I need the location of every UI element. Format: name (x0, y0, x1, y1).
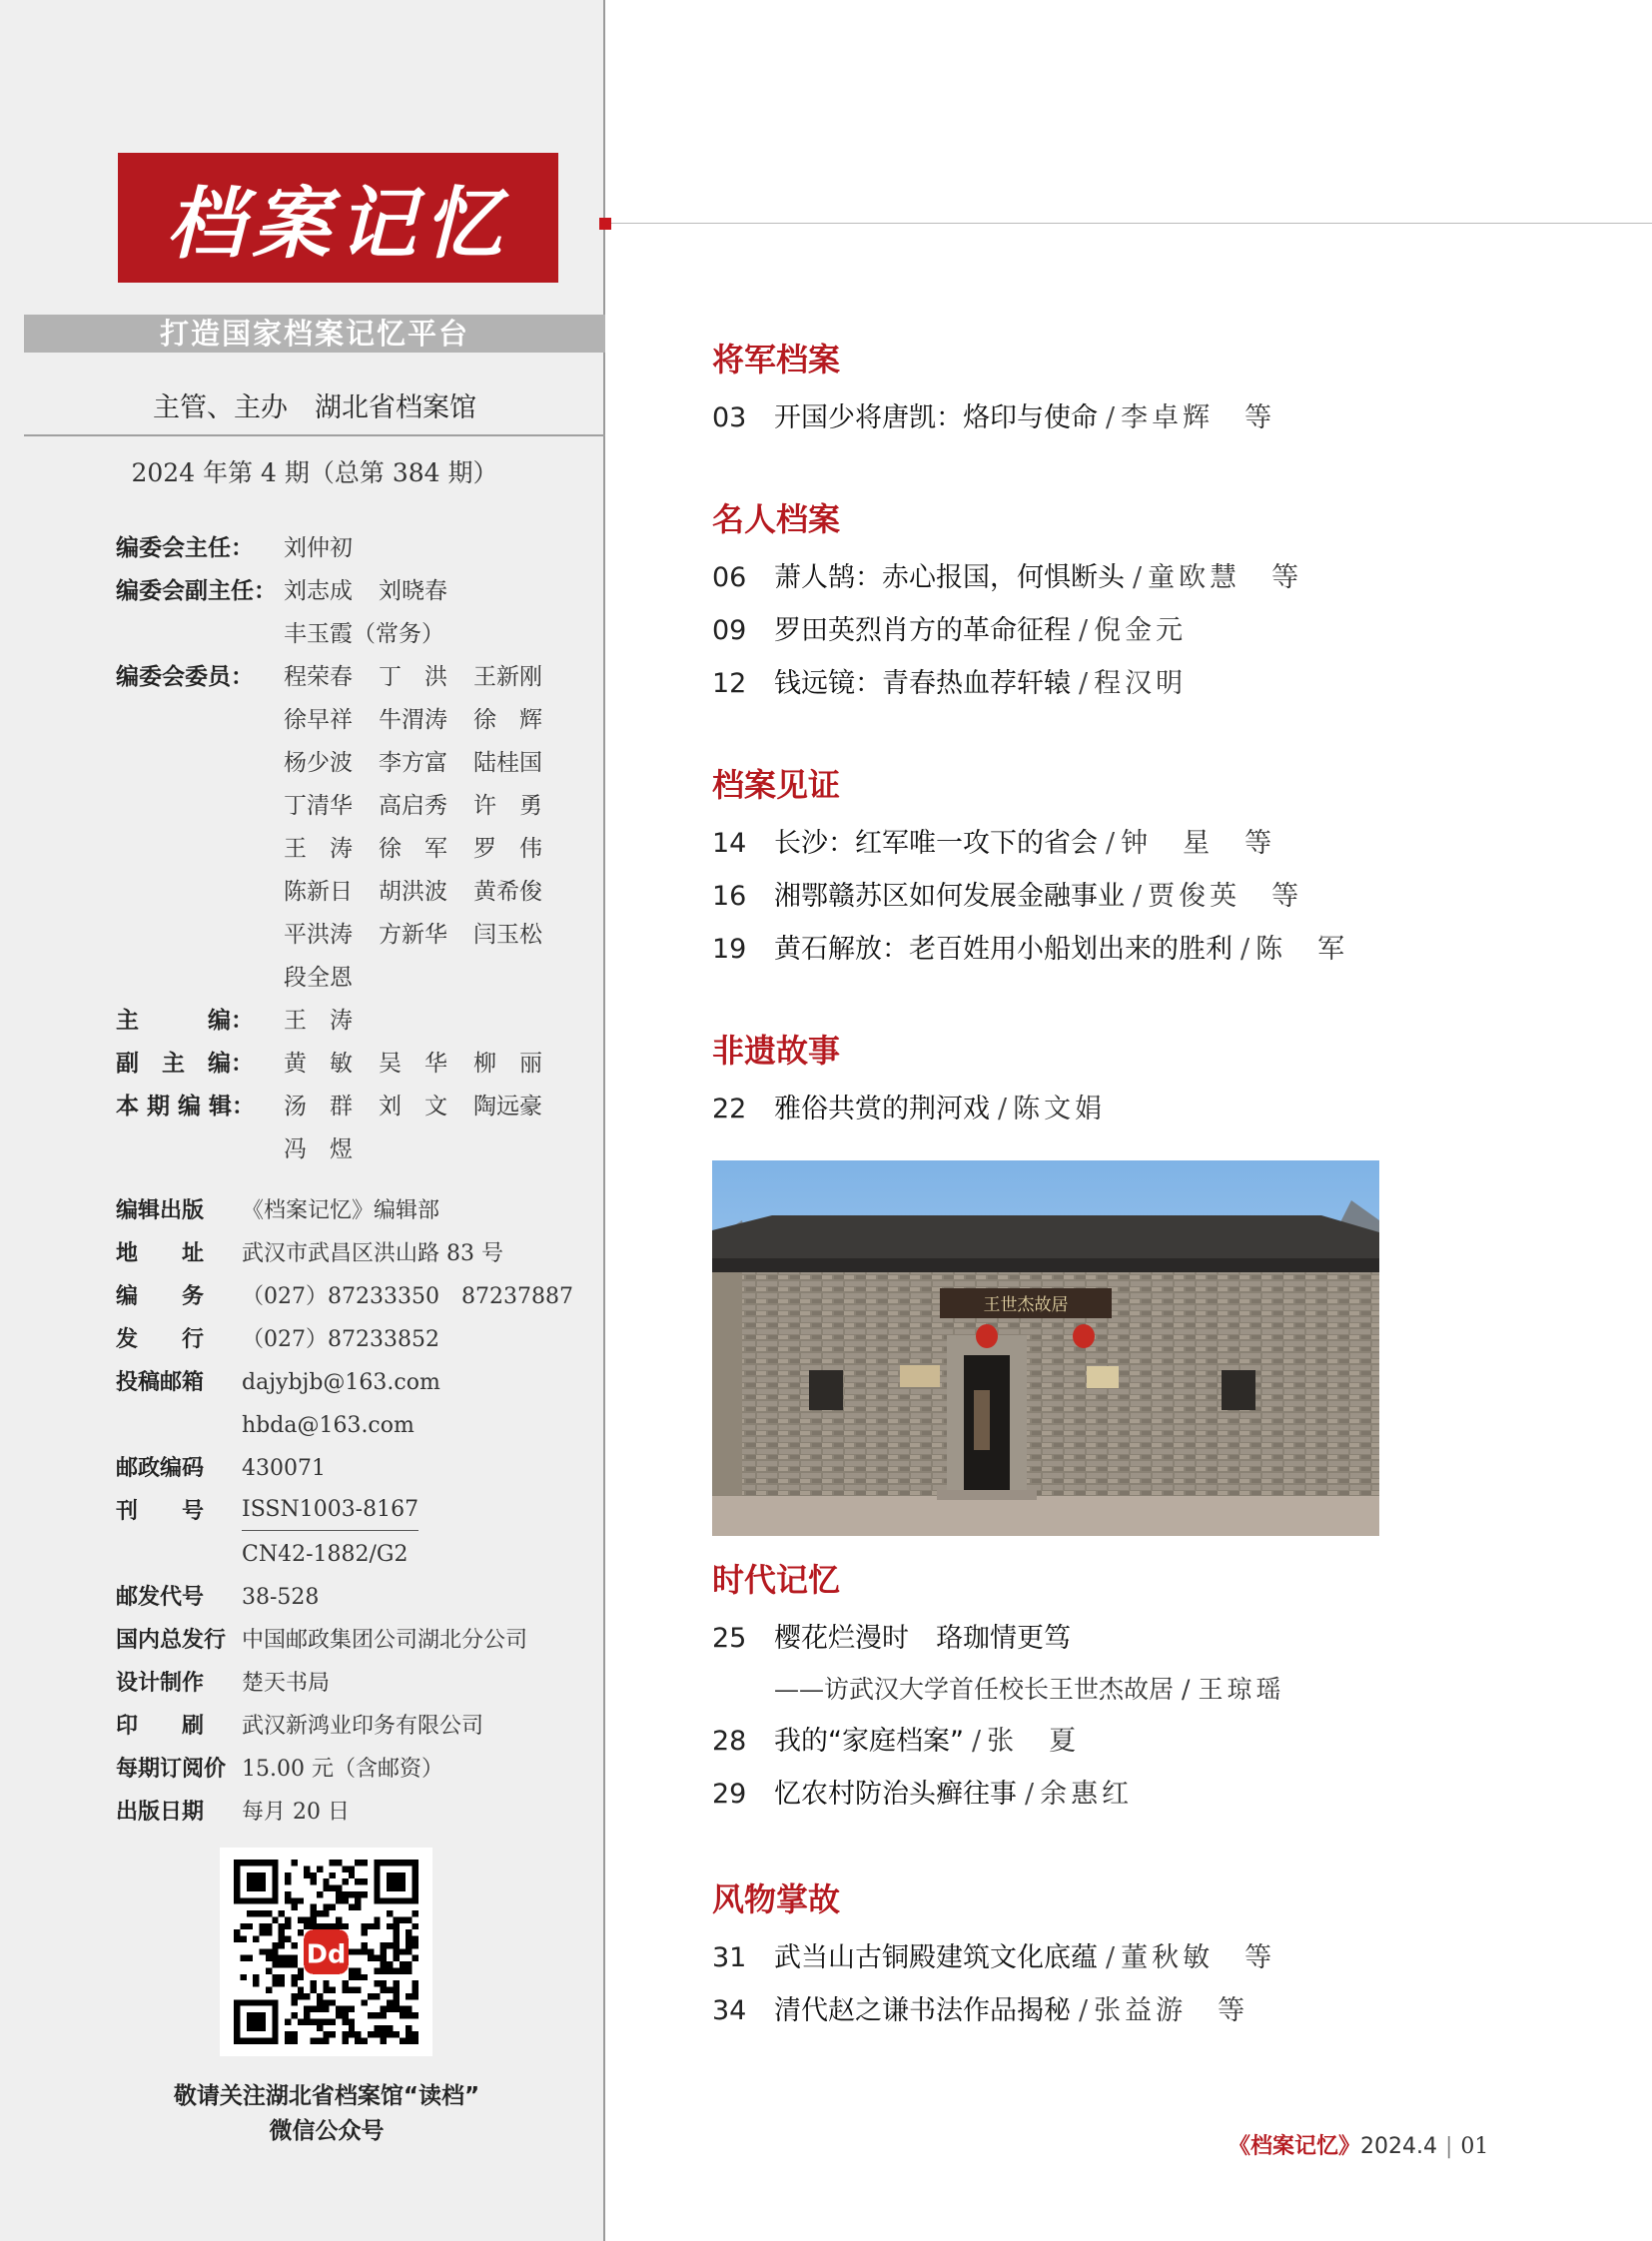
editor-role-label: 编委会主任： (116, 535, 254, 561)
toc-entry[interactable] (712, 1612, 1611, 1665)
info-row (116, 1533, 595, 1576)
info-row (116, 1275, 595, 1318)
info-row (116, 1189, 595, 1232)
article-title: 清代赵之谦书法作品揭秘 (774, 1995, 1071, 2026)
article-author: 陈 军 (1255, 934, 1349, 965)
toc-entry[interactable] (712, 1931, 1611, 1984)
info-row (116, 1361, 595, 1404)
editor-role-label: 副 主 编： (116, 1051, 254, 1077)
toc-section (712, 497, 1611, 710)
page-number: 34 (712, 1995, 747, 2026)
info-value: 《档案记忆》编辑部 (242, 1198, 440, 1223)
info-label: 邮政编码 (116, 1456, 205, 1481)
editor-name: 段全恩 (284, 965, 353, 991)
article-title: 钱远镜：青春热血荐轩辕 (774, 668, 1071, 699)
info-value: 武汉市武昌区洪山路 83 号 (242, 1241, 503, 1266)
toc-section (712, 1029, 1611, 1135)
toc-entry[interactable] (712, 657, 1611, 710)
editor-name: 罗 伟 (473, 836, 542, 862)
article-title: 樱花烂漫时 珞珈情更笃 (774, 1623, 1071, 1654)
toc-entry[interactable] (712, 604, 1611, 657)
article-title: 长沙：红军唯一攻下的省会 (774, 828, 1098, 859)
editor-names (284, 1086, 583, 1171)
info-label: 国内总发行 (116, 1628, 227, 1653)
info-value: 楚天书局 (242, 1671, 331, 1696)
info-value: 中国邮政集团公司湖北分公司 (242, 1628, 528, 1653)
info-label: 设计制作 (116, 1671, 205, 1696)
editor-name: 刘晓春 (379, 578, 447, 604)
section-title: 风物掌故 (712, 1880, 841, 1918)
editor-names (284, 527, 583, 570)
author-separator: / (998, 1094, 1008, 1124)
info-label: 每期订阅价 (116, 1757, 227, 1782)
page-number: 09 (712, 615, 747, 646)
info-label: 发 行 (116, 1327, 205, 1352)
article-title: 黄石解放：老百姓用小船划出来的胜利 (774, 934, 1233, 965)
author-separator: / (971, 1726, 982, 1757)
page-number: 25 (712, 1623, 747, 1654)
toc-entry[interactable] (712, 1984, 1611, 2037)
info-row (116, 1232, 595, 1275)
editor-name: 徐早祥 (284, 707, 353, 733)
info-value: 每月 20 日 (242, 1800, 350, 1825)
toc-entry[interactable] (712, 817, 1611, 870)
section-title: 时代记忆 (712, 1561, 841, 1599)
article-title: 开国少将唐凯：烙印与使命 (774, 402, 1098, 433)
editor-names (284, 570, 583, 656)
editor-name: 王新刚 (473, 664, 542, 690)
article-author: 李卓辉 等 (1121, 402, 1276, 433)
author-separator: / (1025, 1779, 1035, 1810)
issue-number: 2024 年第 4 期（总第 384 期） (131, 458, 498, 487)
article-author: 陈文娟 (1013, 1094, 1107, 1124)
section-title: 非遗故事 (712, 1032, 841, 1070)
author-separator: / (1182, 1675, 1191, 1704)
article-author: 倪金元 (1094, 615, 1188, 646)
editor-name: 刘仲初 (284, 535, 353, 561)
page-number: 01 (1460, 2134, 1489, 2159)
qr-caption-line: 微信公众号 (269, 2118, 385, 2144)
toc-section (712, 1877, 1611, 2037)
info-row (116, 1662, 595, 1705)
author-separator: / (1240, 934, 1250, 965)
section-title: 名人档案 (712, 500, 841, 538)
logo-text: 档案记忆 (166, 179, 510, 270)
editor-name: 陈新日 (284, 879, 353, 905)
editor-role-label: 编委会副主任： (116, 578, 277, 604)
article-title: 忆农村防治头癣往事 (774, 1779, 1017, 1810)
article-author: 王琼瑶 (1198, 1675, 1285, 1704)
info-label: 邮发代号 (116, 1585, 205, 1610)
info-row (116, 1318, 595, 1361)
editor-name: 许 勇 (473, 793, 542, 819)
toc-section (712, 338, 1611, 444)
article-author: 张 夏 (987, 1726, 1081, 1757)
toc-entry[interactable] (712, 870, 1611, 923)
editor-names (284, 1043, 583, 1086)
article-title: 湘鄂赣苏区如何发展金融事业 (774, 881, 1125, 912)
editor-role-label: 主 编： (116, 1008, 254, 1034)
editor-name: 平洪涛 (284, 922, 353, 948)
editor-name: 徐 军 (379, 836, 447, 862)
toc-entry[interactable] (712, 391, 1611, 444)
editor-name: 吴 华 (379, 1051, 447, 1077)
editor-row (116, 656, 595, 1000)
editorial-board (116, 527, 595, 1171)
info-row (116, 1576, 595, 1619)
article-subtitle-line (712, 1665, 1611, 1715)
editor-name: 丁 洪 (379, 664, 447, 690)
info-value: dajybjb@163.com (242, 1370, 440, 1395)
toc-entry[interactable] (712, 1083, 1611, 1135)
divider (24, 434, 605, 436)
article-author: 余惠红 (1040, 1779, 1134, 1810)
article-title: 罗田英烈肖方的革命征程 (774, 615, 1071, 646)
toc-entry[interactable] (712, 1768, 1611, 1821)
section-title: 档案见证 (712, 766, 841, 804)
info-value: 15.00 元（含邮资） (242, 1757, 443, 1782)
info-row (116, 1705, 595, 1748)
editor-name: 刘志成 (284, 578, 353, 604)
info-row (116, 1619, 595, 1662)
magazine-logo (118, 153, 558, 283)
article-author: 钟 星 等 (1121, 828, 1276, 859)
info-label: 编 务 (116, 1284, 205, 1309)
editor-name: 汤 群 (284, 1094, 353, 1120)
qr-logo: Dd (306, 1939, 347, 1970)
info-label: 出版日期 (116, 1800, 205, 1825)
editor-name: 王 涛 (284, 836, 353, 862)
article-author: 童欧慧 等 (1148, 562, 1303, 593)
author-separator: / (1106, 1942, 1116, 1973)
info-row (116, 1447, 595, 1490)
info-value: 武汉新鸿业印务有限公司 (242, 1714, 484, 1739)
editor-name: 黄希俊 (473, 879, 542, 905)
page-number: 31 (712, 1942, 747, 1973)
author-separator: / (1106, 828, 1116, 859)
info-value: 38-528 (242, 1585, 320, 1610)
editor-name: 程荣春 (284, 664, 353, 690)
editor-name: 黄 敏 (284, 1051, 353, 1077)
article-title: 雅俗共赏的荆河戏 (774, 1094, 990, 1124)
info-label: 刊 号 (116, 1499, 205, 1524)
info-value: （027）87233350 87237887 (242, 1284, 573, 1309)
article-author: 程汉明 (1094, 668, 1188, 699)
editor-names (284, 1000, 583, 1043)
editor-row (116, 1000, 595, 1043)
editor-name: 闫玉松 (473, 922, 542, 948)
residence-plaque: 王世杰故居 (983, 1295, 1069, 1315)
editor-names (284, 656, 583, 1000)
masthead-sidebar (0, 0, 605, 2241)
page-number: 19 (712, 934, 747, 965)
qr-caption (24, 2079, 629, 2149)
editor-name: 丰玉霞（常务） (284, 621, 444, 647)
editor-row (116, 570, 595, 656)
info-label: 投稿邮箱 (116, 1370, 205, 1395)
editor-name: 冯 煜 (284, 1136, 353, 1162)
page-number: 14 (712, 828, 747, 859)
editor-name: 李方富 (379, 750, 447, 776)
info-label: 印 刷 (116, 1714, 205, 1739)
qr-code-graphic (232, 1860, 420, 2044)
editor-role-label: 本 期 编 辑： (116, 1094, 256, 1120)
editor-row (116, 527, 595, 570)
slogan-banner: 打造国家档案记忆平台 (24, 315, 605, 353)
cover-photo-wang-shijie-residence (712, 1160, 1379, 1536)
page-number: 12 (712, 668, 747, 699)
author-separator: / (1079, 615, 1089, 646)
publication-info (116, 1189, 595, 1834)
article-author: 张益游 等 (1094, 1995, 1249, 2026)
editor-name: 高启秀 (379, 793, 447, 819)
editor-name: 牛渭涛 (379, 707, 447, 733)
editor-name: 方新华 (379, 922, 447, 948)
article-author: 贾俊英 等 (1148, 881, 1303, 912)
editor-role-label: 编委会委员： (116, 664, 254, 690)
author-separator: / (1106, 402, 1116, 433)
page-footer (1229, 2129, 1488, 2160)
qr-code[interactable] (220, 1848, 432, 2056)
editor-name: 柳 丽 (473, 1051, 542, 1077)
page-number: 22 (712, 1094, 747, 1124)
author-separator: / (1133, 881, 1143, 912)
article-author: 董秋敏 等 (1121, 1942, 1276, 1973)
editor-name: 杨少波 (284, 750, 353, 776)
editor-row (116, 1043, 595, 1086)
section-title: 将军档案 (712, 341, 841, 378)
info-label (116, 1404, 242, 1447)
editor-row (116, 1086, 595, 1171)
info-row (116, 1404, 595, 1447)
editor-name: 徐 辉 (473, 707, 542, 733)
info-row (116, 1748, 595, 1791)
editor-name: 刘 文 (379, 1094, 447, 1120)
page-number: 03 (712, 402, 747, 433)
editor-name: 陶远豪 (473, 1094, 542, 1120)
editor-name: 陆桂国 (473, 750, 542, 776)
article-title: 武当山古铜殿建筑文化底蕴 (774, 1942, 1098, 1973)
author-separator: / (1079, 668, 1089, 699)
sponsor-line: 主管、主办 湖北省档案馆 (153, 392, 476, 423)
info-label (116, 1533, 242, 1576)
toc-section (712, 1558, 1611, 1821)
page-number: 29 (712, 1779, 747, 1810)
toc-entry[interactable] (712, 551, 1611, 604)
page-number: 28 (712, 1726, 747, 1757)
toc-section (712, 763, 1611, 976)
editor-name: 丁清华 (284, 793, 353, 819)
info-value: hbda@163.com (242, 1413, 414, 1438)
info-row (116, 1791, 595, 1834)
info-value: 430071 (242, 1456, 326, 1481)
editor-name: 胡洪波 (379, 879, 447, 905)
article-title: 我的“家庭档案” (774, 1726, 964, 1757)
qr-caption-line: 敬请关注湖北省档案馆“读档” (173, 2083, 480, 2109)
page-number: 06 (712, 562, 747, 593)
author-separator: / (1079, 1995, 1089, 2026)
accent-marker (599, 218, 611, 230)
toc-entry[interactable] (712, 923, 1611, 976)
info-label: 编辑出版 (116, 1198, 205, 1223)
footer-divider: | (1445, 2134, 1453, 2159)
info-value: ISSN1003-8167 (242, 1490, 418, 1531)
top-divider (611, 223, 1652, 224)
author-separator: / (1133, 562, 1143, 593)
footer-magazine: 《档案记忆》 (1229, 2134, 1361, 2159)
editor-name: 王 涛 (284, 1008, 353, 1034)
info-value: （027）87233852 (242, 1327, 439, 1352)
footer-date: 2024.4 (1360, 2134, 1437, 2159)
toc-entry[interactable] (712, 1715, 1611, 1768)
article-subtitle: ——访武汉大学首任校长王世杰故居 (774, 1675, 1175, 1704)
page-number: 16 (712, 881, 747, 912)
info-row (116, 1490, 595, 1533)
info-label: 地 址 (116, 1241, 205, 1266)
article-title: 萧人鹄：赤心报国，何惧断头 (774, 562, 1125, 593)
info-value: CN42-1882/G2 (242, 1542, 409, 1567)
